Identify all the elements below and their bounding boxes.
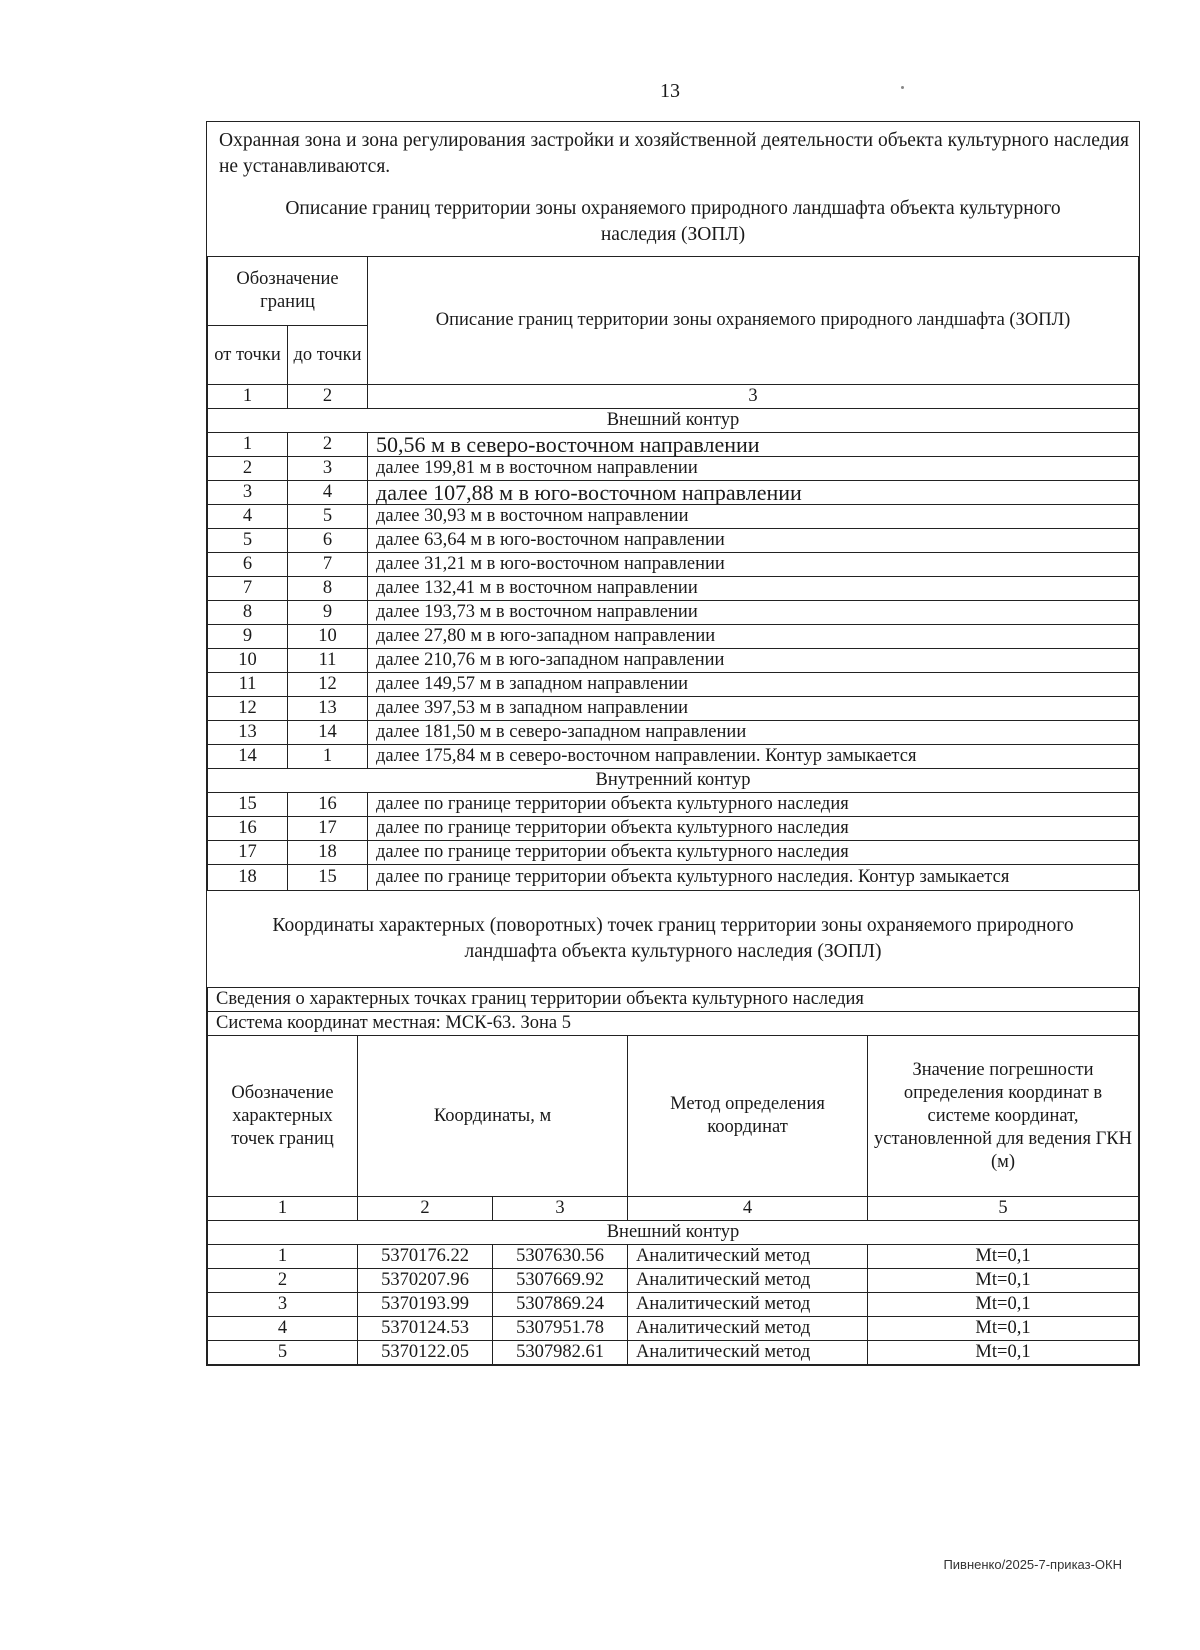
segment-description: далее по границе территории объекта культурного наследия. Контур замыкается <box>368 865 1139 891</box>
to-point: 1 <box>288 745 368 769</box>
from-point: 6 <box>208 553 288 577</box>
from-point: 18 <box>208 865 288 891</box>
to-point: 5 <box>288 505 368 529</box>
coord-x: 5370122.05 <box>358 1341 493 1365</box>
table-row <box>208 601 1139 625</box>
coord-y: 5307669.92 <box>493 1269 628 1293</box>
method: Аналитический метод <box>628 1245 868 1269</box>
col-number: 4 <box>628 1197 868 1221</box>
col-number: 1 <box>208 1197 358 1221</box>
boundaries-body <box>208 409 1139 891</box>
from-point: 3 <box>208 481 288 505</box>
segment-description: далее 63,64 м в юго-восточном направлении <box>368 529 1139 553</box>
method: Аналитический метод <box>628 1317 868 1341</box>
coord-y: 5307982.61 <box>493 1341 628 1365</box>
boundaries-table <box>207 256 1139 891</box>
table-row <box>208 625 1139 649</box>
error-value: Mt=0,1 <box>868 1245 1139 1269</box>
from-point: 12 <box>208 697 288 721</box>
point-number: 1 <box>208 1245 358 1269</box>
table-row <box>208 1269 1139 1293</box>
from-point: 5 <box>208 529 288 553</box>
from-point: 15 <box>208 793 288 817</box>
segment-description: далее 210,76 м в юго-западном направлении <box>368 649 1139 673</box>
coords-table <box>207 987 1139 1365</box>
footer-reference: Пивненко/2025-7-приказ-ОКН <box>943 1557 1122 1572</box>
header-coords: Координаты, м <box>358 1036 628 1197</box>
to-point: 9 <box>288 601 368 625</box>
header-to: до точки <box>288 326 368 385</box>
table-row <box>208 1245 1139 1269</box>
header-points: Обозначение характерных точек границ <box>208 1036 358 1197</box>
error-value: Mt=0,1 <box>868 1341 1139 1365</box>
from-point: 8 <box>208 601 288 625</box>
segment-description: далее по границе территории объекта культурного наследия <box>368 793 1139 817</box>
header-from: от точки <box>208 326 288 385</box>
document-frame <box>206 121 1140 1366</box>
to-point: 15 <box>288 865 368 891</box>
header-method: Метод определения координат <box>628 1036 868 1197</box>
method: Аналитический метод <box>628 1293 868 1317</box>
from-point: 4 <box>208 505 288 529</box>
page-number: 13 <box>660 80 680 102</box>
segment-description: далее 30,93 м в восточном направлении <box>368 505 1139 529</box>
to-point: 11 <box>288 649 368 673</box>
table-row <box>208 529 1139 553</box>
outer-contour-label-row <box>208 409 1139 433</box>
table-row <box>208 697 1139 721</box>
to-point: 18 <box>288 841 368 865</box>
from-point: 14 <box>208 745 288 769</box>
segment-description: далее 132,41 м в восточном направлении <box>368 577 1139 601</box>
error-value: Mt=0,1 <box>868 1269 1139 1293</box>
from-point: 10 <box>208 649 288 673</box>
table-row <box>208 505 1139 529</box>
to-point: 10 <box>288 625 368 649</box>
coords-system-line: Система координат местная: МСК-63. Зона 5 <box>208 1012 1139 1036</box>
to-point: 6 <box>288 529 368 553</box>
inner-contour-label: Внутренний контур <box>208 769 1139 793</box>
segment-description: 50,56 м в северо-восточном направлении <box>368 433 1139 457</box>
table-row <box>208 865 1139 891</box>
from-point: 11 <box>208 673 288 697</box>
to-point: 16 <box>288 793 368 817</box>
col-number: 2 <box>288 385 368 409</box>
point-number: 4 <box>208 1317 358 1341</box>
table-row <box>208 1317 1139 1341</box>
segment-description: далее 31,21 м в юго-восточном направлении <box>368 553 1139 577</box>
col-number: 5 <box>868 1197 1139 1221</box>
point-number: 2 <box>208 1269 358 1293</box>
table-row <box>208 577 1139 601</box>
table-row <box>208 1341 1139 1365</box>
table-row <box>208 745 1139 769</box>
coords-body <box>208 1245 1139 1365</box>
segment-description: далее 27,80 м в юго-западном направлении <box>368 625 1139 649</box>
table-row <box>208 793 1139 817</box>
error-value: Mt=0,1 <box>868 1317 1139 1341</box>
col-number: 1 <box>208 385 288 409</box>
segment-description: далее 175,84 м в северо-восточном направлении. Контур замыкается <box>368 745 1139 769</box>
header-designation: Обозначение границ <box>208 257 368 326</box>
to-point: 17 <box>288 817 368 841</box>
header-error: Значение погрешности определения координат в системе координат, установленной для ведения ГКН (м) <box>868 1036 1139 1197</box>
from-point: 9 <box>208 625 288 649</box>
table-row <box>208 841 1139 865</box>
boundaries-title: Описание границ территории зоны охраняемого природного ландшафта объекта культурного наследия (ЗОПЛ) <box>285 198 1061 245</box>
coord-x: 5370193.99 <box>358 1293 493 1317</box>
segment-description: далее 193,73 м в восточном направлении <box>368 601 1139 625</box>
from-point: 13 <box>208 721 288 745</box>
table-row <box>208 721 1139 745</box>
from-point: 7 <box>208 577 288 601</box>
to-point: 13 <box>288 697 368 721</box>
from-point: 17 <box>208 841 288 865</box>
col-number: 3 <box>368 385 1139 409</box>
coords-title: Координаты характерных (поворотных) точек границ территории зоны охраняемого природного ландшафта объекта культурного наследия (ЗОПЛ) <box>272 915 1074 962</box>
segment-description: далее 397,53 м в западном направлении <box>368 697 1139 721</box>
intro-paragraph: Охранная зона и зона регулирования застройки и хозяйственной деятельности объекта культурного наследия не устанавливаются. <box>219 130 1129 177</box>
segment-description: далее по границе территории объекта культурного наследия <box>368 817 1139 841</box>
coord-y: 5307951.78 <box>493 1317 628 1341</box>
header-description: Описание границ территории зоны охраняемого природного ландшафта (ЗОПЛ) <box>368 257 1139 385</box>
to-point: 14 <box>288 721 368 745</box>
error-value: Mt=0,1 <box>868 1293 1139 1317</box>
col-number: 2 <box>358 1197 493 1221</box>
to-point: 8 <box>288 577 368 601</box>
coords-info-line: Сведения о характерных точках границ территории объекта культурного наследия <box>208 988 1139 1012</box>
table-row <box>208 649 1139 673</box>
table-row <box>208 673 1139 697</box>
table-row <box>208 457 1139 481</box>
segment-description: далее 149,57 м в западном направлении <box>368 673 1139 697</box>
to-point: 3 <box>288 457 368 481</box>
method: Аналитический метод <box>628 1269 868 1293</box>
table-row <box>208 481 1139 505</box>
to-point: 4 <box>288 481 368 505</box>
coord-y: 5307869.24 <box>493 1293 628 1317</box>
point-number: 3 <box>208 1293 358 1317</box>
table-row <box>208 817 1139 841</box>
table-row <box>208 433 1139 457</box>
outer-contour-label: Внешний контур <box>208 409 1139 433</box>
to-point: 12 <box>288 673 368 697</box>
method: Аналитический метод <box>628 1341 868 1365</box>
coord-x: 5370176.22 <box>358 1245 493 1269</box>
from-point: 16 <box>208 817 288 841</box>
point-number: 5 <box>208 1341 358 1365</box>
coord-x: 5370124.53 <box>358 1317 493 1341</box>
to-point: 2 <box>288 433 368 457</box>
scan-speck <box>901 86 904 89</box>
table-row <box>208 553 1139 577</box>
from-point: 2 <box>208 457 288 481</box>
coords-outer-label: Внешний контур <box>208 1221 1139 1245</box>
inner-contour-label-row <box>208 769 1139 793</box>
table-row <box>208 1293 1139 1317</box>
from-point: 1 <box>208 433 288 457</box>
col-number: 3 <box>493 1197 628 1221</box>
segment-description: далее по границе территории объекта культурного наследия <box>368 841 1139 865</box>
segment-description: далее 107,88 м в юго-восточном направлении <box>368 481 1139 505</box>
segment-description: далее 181,50 м в северо-западном направлении <box>368 721 1139 745</box>
segment-description: далее 199,81 м в восточном направлении <box>368 457 1139 481</box>
coord-x: 5370207.96 <box>358 1269 493 1293</box>
coord-y: 5307630.56 <box>493 1245 628 1269</box>
to-point: 7 <box>288 553 368 577</box>
